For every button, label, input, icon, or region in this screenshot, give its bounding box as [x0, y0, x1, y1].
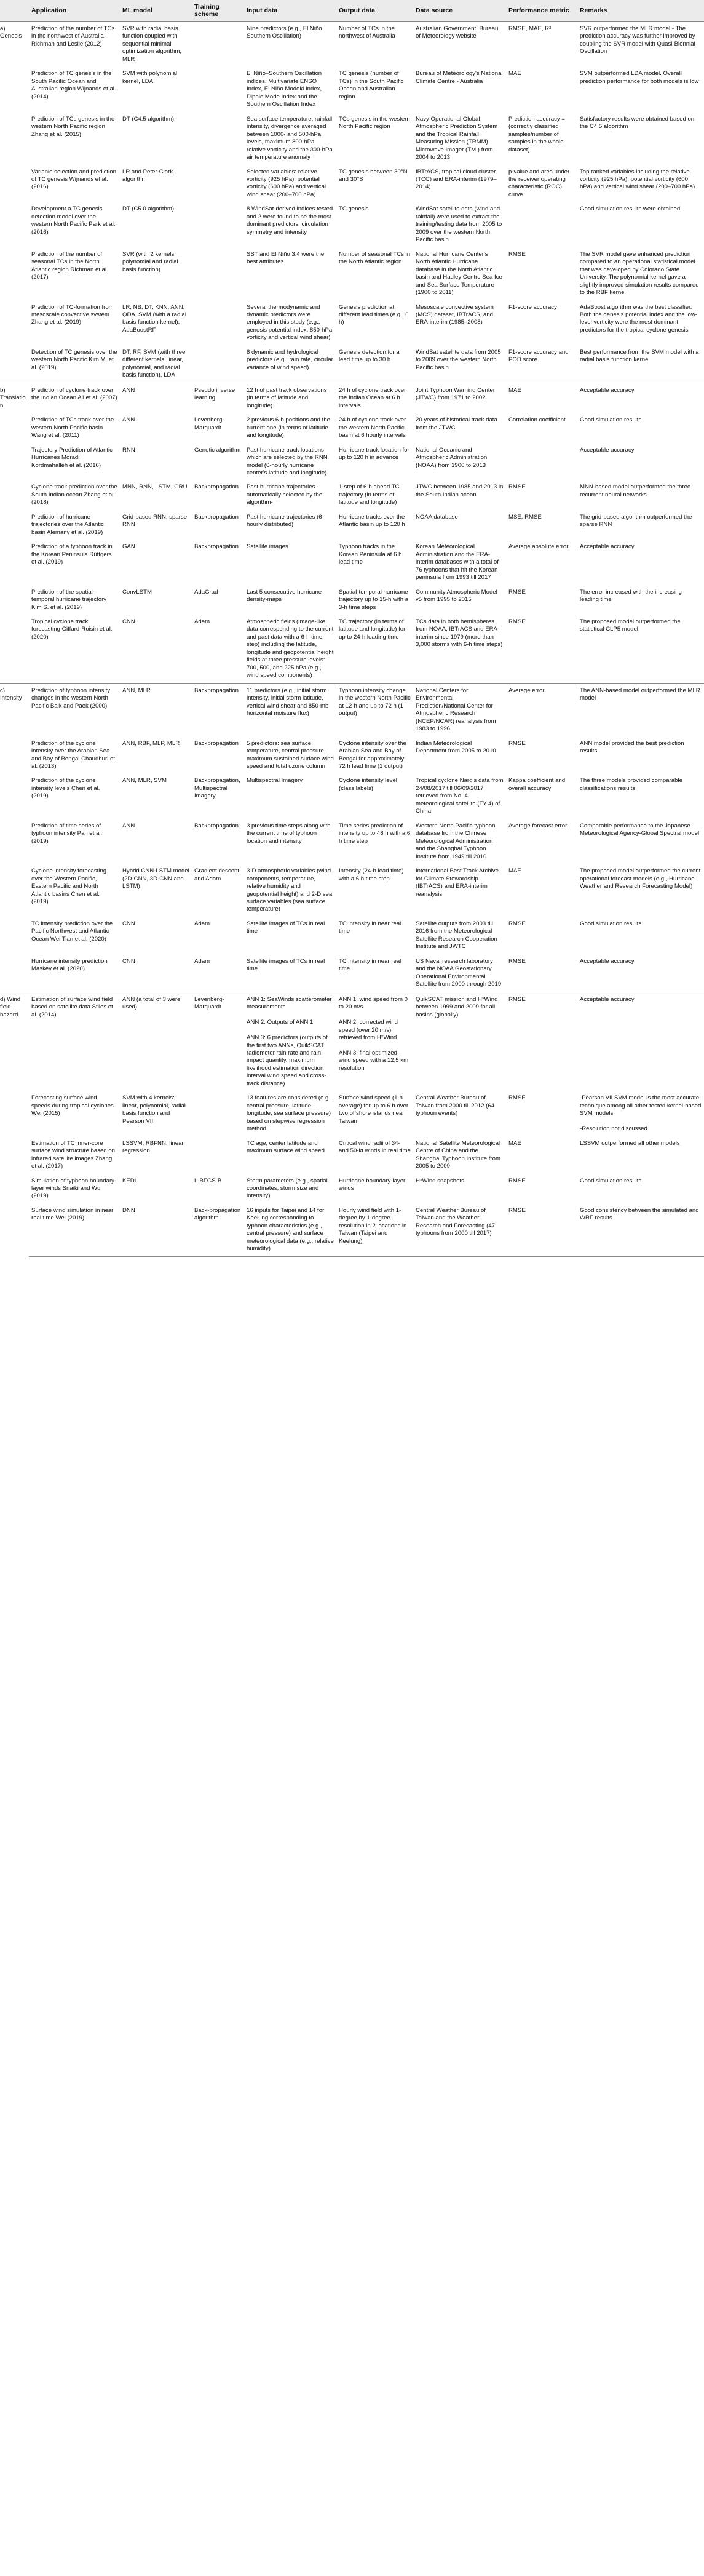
cell-input-data: Satellite images: [247, 543, 288, 551]
cell-output-data: Spatial-temporal hurricane trajectory up to 15-h with a 3-h time steps: [339, 588, 409, 611]
cell-training-scheme: [192, 345, 244, 383]
cell-remarks: The proposed model outperformed the statistical CLP5 model: [580, 618, 681, 633]
table-body: [0, 22, 704, 1257]
cell-performance-metric: MAE: [508, 867, 521, 875]
cell-input-data: Atmospheric fields (image-like data corresponding to the current and past data with a 6-h time step) including the latitude, longitude and geopotential height fields at three pressure levels: 700, 500, and 225 hPa (e.g., wind speed components): [247, 618, 334, 679]
cell-ml-model: Grid-based RNN, sparse RNN: [122, 513, 188, 528]
cell-training-scheme: [192, 1091, 244, 1136]
header-output-data: Output data: [336, 0, 413, 22]
cell-remarks: Acceptable accuracy: [580, 543, 635, 551]
cell-output-data: Hurricane boundary-layer winds: [339, 1177, 406, 1192]
cell-output-data: Hourly wind field with 1-degree by 1-degree resolution in 2 locations in Taiwan (Taipei and Keelung): [336, 1203, 413, 1256]
table-row: [0, 819, 704, 864]
cell-data-source: IBTrACS, tropical cloud cluster (TCC) and ERA-interim (1979–2014): [416, 168, 497, 191]
cell-output-data: Typhoon tracks in the Korean Peninsula at 6 h lead time: [339, 543, 402, 566]
cell-application: Variable selection and prediction of TC genesis Wijnands et al. (2016): [31, 168, 116, 191]
cell-data-source: 20 years of historical track data from the JTWC: [416, 417, 497, 431]
cell-performance-metric: [506, 443, 577, 481]
table-row: [0, 443, 704, 481]
cell-application: Cyclone track prediction over the South Indian ocean Zhang et al. (2018): [31, 484, 117, 506]
cell-application: Cyclone intensity forecasting over the Western Pacific, Eastern Pacific and North Atlantic basins Chen et al. (2019): [31, 867, 107, 905]
cell-input-data: 11 predictors (e.g., initial storm intensity, initial storm latitude, vertical wind shear and 850-mb horizontal moisture flux): [244, 683, 336, 736]
cell-performance-metric: F1-score accuracy: [508, 303, 557, 311]
cell-output-data: 1-step of 6-h ahead TC trajectory (in terms of latitude and longitude): [339, 484, 400, 506]
cell-ml-model: SVM with 4 kernels: linear, polynomial, radial basis function and Pearson VII: [122, 1095, 186, 1125]
cell-input-data: Multispectral Imagery: [247, 777, 303, 784]
table-row: [0, 1203, 704, 1256]
cell-training-scheme: [192, 22, 244, 67]
table-row: [0, 345, 704, 383]
table-row: [0, 383, 704, 413]
cell-data-source: WindSat satellite data from 2005 to 2009 over the western North Pacific basin: [416, 348, 501, 371]
table-row: [0, 22, 704, 67]
table-row: [0, 683, 704, 736]
cell-data-source: Bureau of Meteorology's National Climate Centre - Australia: [416, 70, 503, 85]
cell-application: Forecasting surface wind speeds during tropical cyclones Wei (2015): [31, 1095, 114, 1117]
cell-performance-metric: MAE: [508, 1139, 521, 1147]
cell-performance-metric: MSE, RMSE: [508, 513, 542, 520]
cell-data-source: WindSat satellite data (wind and rainfall) were used to extract the training/testing data from 2005 to 2009 over the western North Pacific basin: [416, 205, 502, 244]
cell-training-scheme: [192, 66, 244, 111]
section-category: a) Genesis: [0, 22, 29, 383]
cell-output-data: Genesis detection for a lead time up to 30 h: [339, 348, 400, 364]
cell-ml-model: DT, RF, SVM (with three different kernels: linear, polynomial, and radial basis function), LDA: [122, 348, 186, 379]
cell-ml-model: ANN, RBF, MLP, MLR: [122, 740, 180, 747]
cell-ml-model: MNN, RNN, LSTM, GRU: [122, 484, 188, 491]
cell-data-source: Central Weather Bureau of Taiwan and the Weather Research and Forecasting (47 typhoons from 2000 till 2017): [413, 1203, 506, 1256]
header-data-source: Data source: [413, 0, 506, 22]
cell-training-scheme: Adam: [194, 957, 210, 965]
cell-ml-model: CNN: [122, 957, 135, 965]
section-category: c) Intensity: [0, 683, 29, 992]
cell-ml-model: LR and Peter-Clark algorithm: [122, 168, 173, 183]
cell-performance-metric: Average forecast error: [508, 822, 568, 829]
cell-training-scheme: Backpropagation: [192, 683, 244, 736]
cell-output-data: Cyclone intensity level (class labels): [339, 777, 397, 792]
table-row: [0, 773, 704, 818]
cell-application: Prediction of the number of TCs in the northwest of Australia Richman and Leslie (2012): [29, 22, 120, 67]
cell-application: Prediction of the spatial-temporal hurricane trajectory Kim S. et al. (2019): [31, 588, 107, 611]
cell-data-source: Mesoscale convective system (MCS) dataset, IBTrACS, and ERA-interim (1985–2008): [416, 303, 494, 326]
cell-performance-metric: RMSE: [508, 588, 526, 596]
cell-application: Prediction of the cyclone intensity levels Chen et al. (2019): [31, 777, 100, 800]
cell-training-scheme: Pseudo inverse learning: [192, 383, 244, 413]
cell-output-data: Cyclone intensity over the Arabian Sea and Bay of Bengal for approximately 72 h lead time (1 output): [339, 740, 406, 770]
cell-input-data: Past hurricane trajectories (6-hourly distributed): [247, 513, 324, 528]
table-row: [0, 864, 704, 917]
cell-input-data: 8 dynamic and hydrological predictors (e.g., rain rate, circular variance of wind speed): [247, 348, 333, 371]
table-row: [0, 413, 704, 442]
header-performance-metric: Performance metric: [506, 0, 577, 22]
table-row: [0, 736, 704, 774]
cell-data-source: National Oceanic and Atmospheric Administration (NOAA) from 1900 to 2013: [416, 446, 488, 469]
cell-ml-model: ANN (a total of 3 were used): [120, 992, 192, 1091]
cell-input-data: Sea surface temperature, rainfall intensity, divergence averaged between 1000- and 500-hPa levels, maximum 800-hPa relative vorticity and the 300-hPa air temperature anomaly: [247, 115, 333, 161]
cell-performance-metric: RMSE: [508, 1177, 526, 1184]
cell-output-data: Hurricane tracks over the Atlantic basin up to 120 h: [339, 513, 405, 528]
cell-performance-metric: RMSE: [508, 250, 526, 258]
cell-application: Prediction of TC genesis in the South Pacific Ocean and Australian region Wijnands et al. (2014): [31, 70, 116, 100]
cell-application: Prediction of the number of seasonal TCs in the North Atlantic region Richman et al. (2017): [31, 250, 108, 281]
cell-application: Prediction of the cyclone intensity over the Arabian Sea and Bay of Bengal Chaudhuri et al. (2013): [31, 740, 116, 770]
cell-performance-metric: Prediction accuracy = (correctly classified samples/number of samples in the whole dataset): [508, 115, 565, 153]
cell-application: Surface wind simulation in near real time Wei (2019): [29, 1203, 120, 1256]
cell-input-data: Nine predictors (e.g., El Niño Southern Oscillation): [244, 22, 336, 67]
cell-performance-metric: [506, 202, 577, 247]
cell-output-data: 24 h of cyclone track over the western North Pacific basin at 6 hourly intervals: [339, 417, 406, 439]
cell-input-data: Selected variables: relative vorticity (925 hPa), potential vorticity (600 hPa) and vertical wind shear (200–700 hPa): [247, 168, 326, 198]
cell-input-data: 8 WindSat-derived indices tested and 2 were found to be the most dominant predictors: circulation symmetry and intensity: [247, 205, 333, 236]
cell-input-data: Past hurricane track locations which are selected by the RNN model (6-hourly hurricane center's latitude and longitude): [247, 446, 328, 476]
table-row: [0, 954, 704, 992]
cell-output-data: Number of TCs in the northwest of Australia: [336, 22, 413, 67]
cell-application: Prediction of TC-formation from mesoscale convective system Zhang et al. (2019): [31, 303, 114, 326]
cell-training-scheme: [192, 202, 244, 247]
cell-ml-model: CNN: [122, 618, 135, 625]
cell-remarks: The ANN-based model outperformed the MLR model: [577, 683, 704, 736]
cell-performance-metric: MAE: [506, 383, 577, 413]
cell-ml-model: ANN: [120, 383, 192, 413]
cell-output-data: Critical wind radii of 34- and 50-kt winds in real time: [339, 1139, 411, 1155]
cell-remarks: The proposed model outperformed the current operational forecast models (e.g., Hurricane Weather and Research Forecasting Model): [580, 867, 701, 890]
cell-performance-metric: RMSE: [508, 484, 526, 491]
cell-training-scheme: Backpropagation, Multispectral Imagery: [194, 777, 240, 800]
cell-performance-metric: p-value and area under the receiver operating characteristic (ROC) curve: [508, 168, 570, 198]
cell-data-source: Australian Government, Bureau of Meteorology website: [413, 22, 506, 67]
cell-data-source: H*Wind snapshots: [416, 1177, 464, 1184]
table-row: [0, 66, 704, 111]
cell-remarks: Good simulation results: [580, 920, 642, 927]
header-remarks: Remarks: [577, 0, 704, 22]
cell-ml-model: ANN: [122, 822, 135, 829]
cell-ml-model: LR, NB, DT, KNN, ANN, QDA, SVM (with a radial basis function kernel), AdaBoostRF: [122, 303, 186, 333]
cell-output-data: ANN 1: wind speed from 0 to 20 m/s ANN 2: corrected wind speed (over 20 m/s) retrieved from H*Wind ANN 3: final optimized wind speed with a 12.5 km resolution: [336, 992, 413, 1091]
cell-application: Simulation of typhoon boundary-layer winds Snaiki and Wu (2019): [31, 1177, 117, 1200]
cell-application: Development a TC genesis detection model over the western North Pacific Park et al. (2016): [31, 205, 116, 236]
cell-application: Detection of TC genesis over the western North Pacific Kim M. et al. (2019): [31, 348, 117, 371]
cell-performance-metric: Kappa coefficient and overall accuracy: [508, 777, 566, 792]
cell-training-scheme: Levenberg-Marquardt: [192, 992, 244, 1091]
cell-performance-metric: RMSE: [508, 740, 526, 747]
cell-training-scheme: Backpropagation: [194, 513, 239, 520]
cell-remarks: Acceptable accuracy: [580, 446, 635, 453]
section-category: d) Wind field hazard: [0, 992, 29, 1256]
cell-application: Prediction of time series of typhoon intensity Pan et al. (2019): [31, 822, 103, 845]
table-row: [0, 1136, 704, 1174]
cell-output-data: Intensity (24-h lead time) with a 6 h time step: [339, 867, 404, 882]
cell-training-scheme: Levenberg-Marquardt: [194, 417, 224, 431]
cell-training-scheme: Back-propagation algorithm: [192, 1203, 244, 1256]
cell-training-scheme: Backpropagation: [194, 543, 239, 551]
ml-applications-table: [0, 0, 704, 1257]
cell-data-source: Western North Pacific typhoon database from the Chinese Meteorological Administration and the Shanghai Typhoon Institute from 1949 till 2016: [416, 822, 496, 860]
table-row: [0, 1174, 704, 1203]
cell-input-data: El Niño–Southern Oscillation indices, Multivariate ENSO Index, El Niño Modoki Index, Dipole Mode Index and the Southern Oscillation Index: [247, 70, 322, 108]
cell-output-data: 24 h of cyclone track over the Indian Ocean at 6 h intervals: [336, 383, 413, 413]
cell-performance-metric: Average absolute error: [508, 543, 569, 551]
cell-ml-model: GAN: [122, 543, 135, 551]
cell-data-source: Navy Operational Global Atmospheric Prediction System and the Tropical Rainfall Measuring Mission (TRMM) Microwave Imager (TMI) from 2004 to 2013: [416, 115, 498, 161]
header-category: [0, 0, 29, 22]
cell-data-source: Korean Meteorological Administration and the ERA-interim databases with a total of 76 typhoons that hit the Korean peninsula from 1993 till 2017: [416, 543, 499, 581]
table-row: [0, 585, 704, 615]
table-row: [0, 112, 704, 165]
cell-training-scheme: AdaGrad: [194, 588, 218, 596]
cell-training-scheme: [192, 112, 244, 165]
cell-ml-model: ANN, MLR, SVM: [122, 777, 167, 784]
cell-output-data: Number of seasonal TCs in the North Atlantic region: [339, 250, 411, 266]
cell-input-data: SST and El Niño 3.4 were the best attributes: [247, 250, 325, 266]
cell-output-data: TC intensity in near real time: [339, 920, 401, 935]
cell-data-source: Tropical cyclone Nargis data from 24/08/2017 till 06/09/2017 retrieved from No. 4 meteorological satellite (FY-4) of China: [416, 777, 504, 815]
cell-training-scheme: [192, 165, 244, 202]
cell-input-data: Satellite images of TCs in real time: [247, 957, 325, 973]
cell-data-source: Joint Typhoon Warning Center (JTWC) from 1971 to 2002: [413, 383, 506, 413]
table-header: [0, 0, 704, 22]
cell-training-scheme: Adam: [194, 618, 210, 625]
cell-application: Prediction of TCs genesis in the western North Pacific region Zhang et al. (2015): [31, 115, 115, 138]
cell-training-scheme: [192, 1136, 244, 1174]
cell-ml-model: LSSVM, RBFNN, linear regression: [122, 1139, 184, 1155]
cell-data-source: Central Weather Bureau of Taiwan from 2000 till 2012 (64 typhoon events): [416, 1095, 494, 1117]
cell-input-data: 13 features are considered (e.g., central pressure, latitude, longitude, sea surface pressure) based on stepwise regression method: [247, 1095, 332, 1133]
cell-input-data: Last 5 consecutive hurricane density-maps: [247, 588, 322, 604]
cell-output-data: Genesis prediction at different lead times (e.g., 6 h): [339, 303, 409, 326]
cell-data-source: International Best Track Archive for Climate Stewardship (IBTrACS) and ERA-interim reanalysis: [416, 867, 499, 898]
cell-application: Tropical cyclone track forecasting Giffard-Roisin et al. (2020): [31, 618, 113, 640]
cell-ml-model: DT (C5.0 algorithm): [122, 205, 175, 213]
cell-training-scheme: Gradient descent and Adam: [194, 867, 240, 882]
cell-ml-model: ConvLSTM: [122, 588, 152, 596]
cell-application: Prediction of TCs track over the western North Pacific basin Wang et al. (2011): [31, 417, 114, 439]
cell-data-source: National Centers for Environmental Prediction/National Center for Atmospheric Research (NCEP/NCAR) reanalysis from 1983 to 1996: [413, 683, 506, 736]
cell-remarks: Best performance from the SVM model with a radial basis function kernel: [580, 348, 699, 364]
cell-remarks: Acceptable accuracy: [577, 383, 704, 413]
table-row: [0, 247, 704, 300]
cell-performance-metric: RMSE: [506, 992, 577, 1091]
cell-ml-model: CNN: [122, 920, 135, 927]
cell-remarks: MNN-based model outperformed the three recurrent neural networks: [580, 484, 691, 498]
cell-input-data: Several thermodynamic and dynamic predictors were employed in this study (e.g., genesis potential index, 850-hPa vorticity and vertical wind shear): [247, 303, 333, 341]
cell-remarks: The SVR model gave enhanced prediction compared to an operational statistical model that was developed by Colorado State University. The polynomial kernel gave a slightly improved simulation results compared to the RBF kernel: [580, 250, 699, 297]
cell-input-data: 12 h of past track observations (in terms of latitude and longitude): [244, 383, 336, 413]
cell-training-scheme: L-BFGS-B: [194, 1177, 222, 1184]
cell-remarks: ANN model provided the best prediction results: [580, 740, 684, 755]
cell-ml-model: ANN, MLR: [120, 683, 192, 736]
cell-input-data: Past hurricane trajectories -automatically selected by the algorithm-: [247, 484, 323, 506]
cell-input-data: 3 previous time steps along with the current time of typhoon location and intensity: [247, 822, 331, 845]
cell-remarks: The three models provided comparable classifications results: [580, 777, 682, 792]
cell-performance-metric: RMSE: [508, 1095, 526, 1102]
table-row: [0, 992, 704, 1091]
cell-data-source: National Satellite Meteorological Centre of China and the Shanghai Typhoon Institute from 2005 to 2009: [416, 1139, 500, 1170]
cell-application: Prediction of cyclone track over the Indian Ocean Ali et al. (2007): [29, 383, 120, 413]
cell-remarks: SVR outperformed the MLR model - The prediction accuracy was further improved by coupling the SVR model with Quasi-Biennial Oscillation: [577, 22, 704, 67]
cell-performance-metric: RMSE: [506, 1203, 577, 1256]
cell-performance-metric: RMSE, MAE, R²: [506, 22, 577, 67]
cell-input-data: 5 predictors: sea surface temperature, central pressure, maximum sustained surface wind speed and total ozone column: [247, 740, 334, 770]
cell-remarks: -Pearson VII SVM model is the most accurate technique among all other tested kernel-based SVM models -Resolution not discussed: [580, 1095, 702, 1133]
cell-data-source: JTWC between 1985 and 2013 in the South Indian ocean: [416, 484, 504, 498]
cell-application: Estimation of surface wind field based on satellite data Stiles et al. (2014): [29, 992, 120, 1091]
cell-performance-metric: Correlation coefficient: [508, 417, 566, 424]
cell-training-scheme: Backpropagation: [194, 822, 239, 829]
cell-remarks: Good simulation results: [580, 1177, 642, 1184]
table-row: [0, 165, 704, 202]
cell-remarks: Satisfactory results were obtained based on the C4.5 algorithm: [580, 115, 695, 130]
cell-ml-model: SVR (with 2 kernels: polynomial and radial basis function): [122, 250, 178, 273]
cell-output-data: TC trajectory (in terms of latitude and longitude) for up to 24-h leading time: [339, 618, 406, 640]
cell-data-source: National Hurricane Center's North Atlantic Hurricane database in the North Atlantic basin and Hadley Centre Sea Ice and Sea Surface Temperature (1900 to 2011): [416, 250, 502, 297]
cell-data-source: Community Atmospheric Model v5 from 1995 to 2015: [416, 588, 497, 604]
cell-data-source: QuikSCAT mission and H*Wind between 1999 and 2009 for all basins (globally): [413, 992, 506, 1091]
table-row: [0, 510, 704, 540]
cell-input-data: 16 inputs for Taipei and 14 for Keelung corresponding to typhoon characteristics (e.g., central pressure) and surface meteorological data (e.g., relative humidity): [244, 1203, 336, 1256]
cell-performance-metric: Average error: [506, 683, 577, 736]
cell-ml-model: Hybrid CNN-LSTM model (2D-CNN, 3D-CNN and LSTM): [122, 867, 189, 890]
cell-data-source: TCs data in both hemispheres from NOAA, IBTrACS and ERA-interim since 1979 (more than 3,000 storms with 6-h time steps): [416, 618, 503, 648]
table-row: [0, 540, 704, 584]
cell-ml-model: DNN: [120, 1203, 192, 1256]
table-row: [0, 917, 704, 954]
cell-remarks: Good simulation results: [580, 417, 642, 424]
cell-data-source: Satellite outputs from 2003 till 2016 from the Meteorological Satellite Research Cooperation Institute and JWTC: [416, 920, 497, 951]
table-row: [0, 300, 704, 345]
cell-remarks: SVM outperformed LDA model. Overall prediction performance for both models is low: [580, 70, 699, 85]
table-row: [0, 1091, 704, 1136]
cell-ml-model: RNN: [122, 446, 135, 453]
cell-input-data: TC age, center latitude and maximum surface wind speed: [247, 1139, 325, 1155]
cell-output-data: Time series prediction of intensity up to 48 h with a 6 h time step: [339, 822, 411, 845]
cell-input-data: 2 previous 6-h positions and the current one (in terms of latitude and longitude): [247, 417, 330, 439]
cell-performance-metric: RMSE: [508, 618, 526, 625]
header-application: Application: [29, 0, 120, 22]
cell-ml-model: DT (C4.5 algorithm): [122, 115, 175, 122]
cell-remarks: The grid-based algorithm outperformed the sparse RNN: [580, 513, 692, 528]
cell-training-scheme: Backpropagation: [194, 740, 239, 747]
cell-training-scheme: [192, 300, 244, 345]
cell-output-data: TC intensity in near real time: [339, 957, 401, 973]
cell-application: TC intensity prediction over the Pacific Northwest and Atlantic Ocean Wei Tian et al. (2020): [31, 920, 113, 943]
cell-application: Prediction of typhoon intensity changes in the western North Pacific Baik and Paek (2000): [29, 683, 120, 736]
cell-ml-model: KEDL: [122, 1177, 138, 1184]
cell-training-scheme: [192, 247, 244, 300]
cell-remarks: AdaBoost algorithm was the best classifier. Both the genesis potential index and the low-level vorticity were the most dominant predictors for the tropical cyclone genesis: [580, 303, 697, 333]
cell-application: Estimation of TC inner-core surface wind structure based on infrared satellite images Zhang et al. (2017): [31, 1139, 115, 1170]
section-category: b) Translation: [0, 383, 29, 683]
cell-performance-metric: F1-score accuracy and POD score: [508, 348, 569, 364]
cell-output-data: Typhoon intensity change in the western North Pacific at 12-h and up to 72 h (1 output): [336, 683, 413, 736]
cell-input-data: Satellite images of TCs in real time: [247, 920, 325, 935]
cell-input-data: Storm parameters (e.g., spatial coordinates, storm size and intensity): [247, 1177, 328, 1200]
cell-application: Prediction of hurricane trajectories over the Atlantic basin Alemany et al. (2019): [31, 513, 104, 536]
cell-performance-metric: RMSE: [508, 957, 526, 965]
cell-performance-metric: MAE: [508, 70, 521, 78]
cell-input-data: 3-D atmospheric variables (wind components, temperature, relative humidity and geopotential height) and 2-D sea surface variables (sea surface temperature): [247, 867, 333, 913]
cell-remarks: Top ranked variables including the relative vorticity (925 hPa), potential vorticity (600 hPa) and vertical wind shear (200–700 hPa): [580, 168, 695, 191]
cell-output-data: TCs genesis in the western North Pacific region: [339, 115, 410, 130]
cell-remarks: The error increased with the increasing leading time: [580, 588, 682, 604]
cell-output-data: TC genesis: [339, 205, 369, 213]
cell-output-data: TC genesis between 30°N and 30°S: [339, 168, 408, 183]
cell-application: Trajectory Prediction of Atlantic Hurricanes Moradi Kordmahalleh et al. (2016): [31, 446, 113, 469]
header-input-data: Input data: [244, 0, 336, 22]
table-row: [0, 615, 704, 683]
table-row: [0, 480, 704, 509]
cell-performance-metric: RMSE: [508, 920, 526, 927]
cell-remarks: Acceptable accuracy: [577, 992, 704, 1091]
cell-input-data: ANN 1: SeaWinds scatterometer measurements ANN 2: Outputs of ANN 1 ANN 3: 6 predictors (outputs of the first two ANNs, QuikSCAT radiometer rain rate and rain impact quantity, maximum likelihood estimation direction interval wind speed and cross-track distance): [244, 992, 336, 1091]
cell-ml-model: ANN: [122, 417, 135, 424]
cell-output-data: Hurricane track location for up to 120 h in advance: [339, 446, 409, 461]
cell-ml-model: SVR with radial basis function coupled with sequential minimal optimization algorithm, MLR: [120, 22, 192, 67]
cell-remarks: Good consistency between the simulated and WRF results: [577, 1203, 704, 1256]
cell-application: Hurricane intensity prediction Maskey et al. (2020): [31, 957, 108, 973]
cell-application: Prediction of a typhoon track in the Korean Peninsula Rüttgers et al. (2019): [31, 543, 113, 566]
header-ml-model: ML model: [120, 0, 192, 22]
cell-data-source: Indian Meteorological Department from 2005 to 2010: [416, 740, 496, 755]
cell-training-scheme: Backpropagation: [194, 484, 239, 491]
cell-remarks: Good simulation results were obtained: [580, 205, 681, 213]
header-training-scheme: Training scheme: [192, 0, 244, 22]
cell-output-data: TC genesis (number of TCs) in the South Pacific Ocean and Australian region: [339, 70, 404, 100]
cell-remarks: Acceptable accuracy: [580, 957, 635, 965]
cell-remarks: LSSVM outperformed all other models: [580, 1139, 680, 1147]
cell-ml-model: SVM with polynomial kernel, LDA: [122, 70, 178, 85]
cell-training-scheme: Adam: [194, 920, 210, 927]
cell-output-data: Surface wind speed (1-h average) for up to 6 h over two offshore islands near Taiwan: [339, 1095, 409, 1125]
cell-training-scheme: Genetic algorithm: [194, 446, 241, 453]
table-row: [0, 202, 704, 247]
cell-data-source: US Naval research laboratory and the NOAA Geostationary Operational Environmental Satellite from 2000 through 2019: [416, 957, 502, 988]
cell-remarks: Comparable performance to the Japanese Meteorological Agency-Global Spectral model: [580, 822, 700, 837]
cell-data-source: NOAA database: [416, 513, 458, 520]
